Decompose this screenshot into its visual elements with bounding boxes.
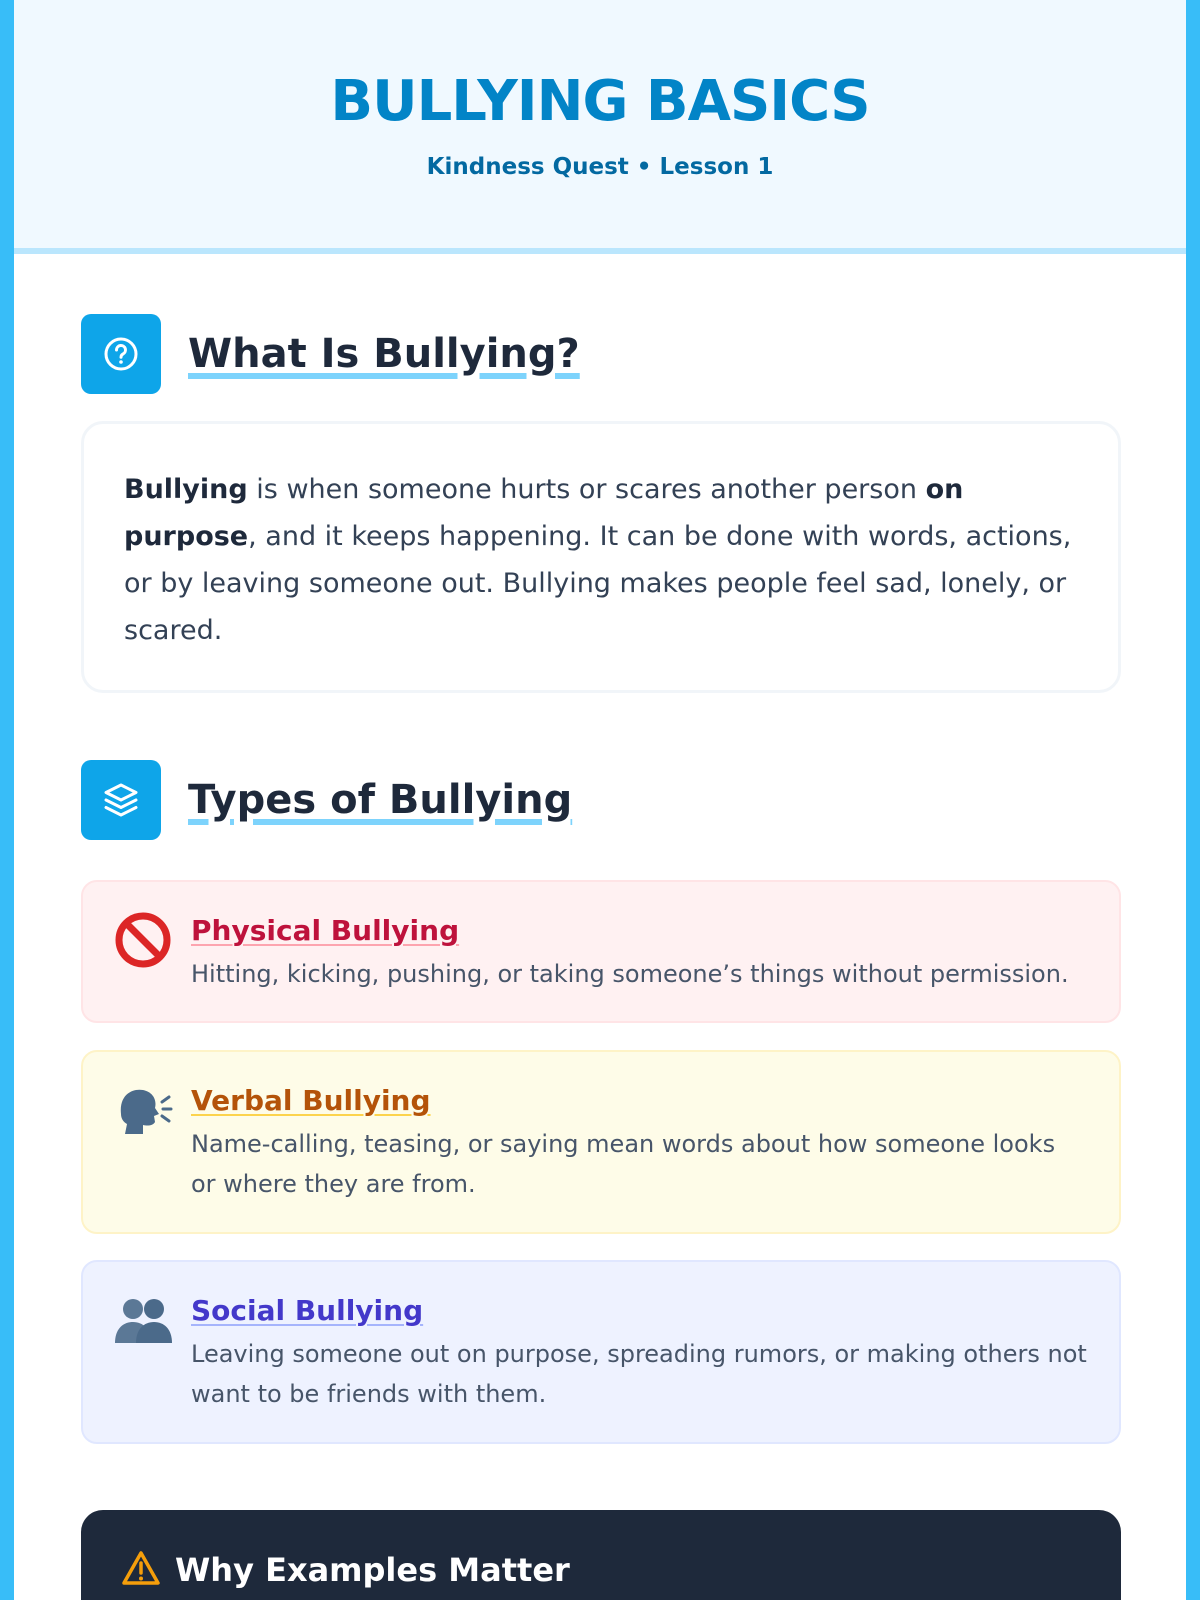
lesson-page: [14, 0, 1186, 1600]
type-name-physical: Physical Bullying: [191, 914, 460, 947]
type-card-verbal: [81, 1050, 1121, 1234]
why-examples-title: Why Examples Matter: [175, 1551, 570, 1589]
layers-icon: [81, 760, 161, 840]
section-types-header: [81, 760, 572, 840]
type-name-social: Social Bullying: [191, 1294, 424, 1327]
speaking-head-icon: [111, 1078, 175, 1142]
definition-text-2: , and it keeps happening. It can be done with words, actions, or by leaving someone out. Bullying makes people feel sad, lonely, or scared.: [124, 521, 1072, 646]
type-desc-physical: Hitting, kicking, pushing, or taking someone’s things without permission.: [191, 960, 1069, 988]
section-what-header: [81, 314, 580, 394]
page-subtitle: Kindness Quest • Lesson 1: [426, 154, 774, 180]
definition-card: [81, 421, 1121, 693]
type-desc-social: Leaving someone out on purpose, spreading rumors, or making others not want to be friends with them.: [191, 1340, 1087, 1408]
section-what-title: What Is Bullying?: [188, 331, 580, 377]
type-name-verbal: Verbal Bullying: [191, 1084, 431, 1117]
type-desc-verbal: Name-calling, teasing, or saying mean words about how someone looks or where they are from.: [191, 1130, 1056, 1198]
page-header: [14, 0, 1186, 254]
type-card-physical: [81, 880, 1121, 1023]
question-circle-icon: [81, 314, 161, 394]
page-title: BULLYING BASICS: [330, 69, 870, 134]
definition-emphasis: on purpose: [124, 474, 964, 552]
why-examples-card: [81, 1510, 1121, 1600]
why-examples-header: [121, 1550, 570, 1590]
section-types-title: Types of Bullying: [188, 777, 573, 823]
warning-icon: [121, 1550, 161, 1590]
people-icon: [111, 1288, 175, 1352]
definition-text-1: is when someone hurts or scares another person: [247, 474, 926, 505]
definition-term: Bullying: [124, 474, 248, 505]
type-card-social: [81, 1260, 1121, 1444]
prohibited-icon: [111, 908, 175, 972]
